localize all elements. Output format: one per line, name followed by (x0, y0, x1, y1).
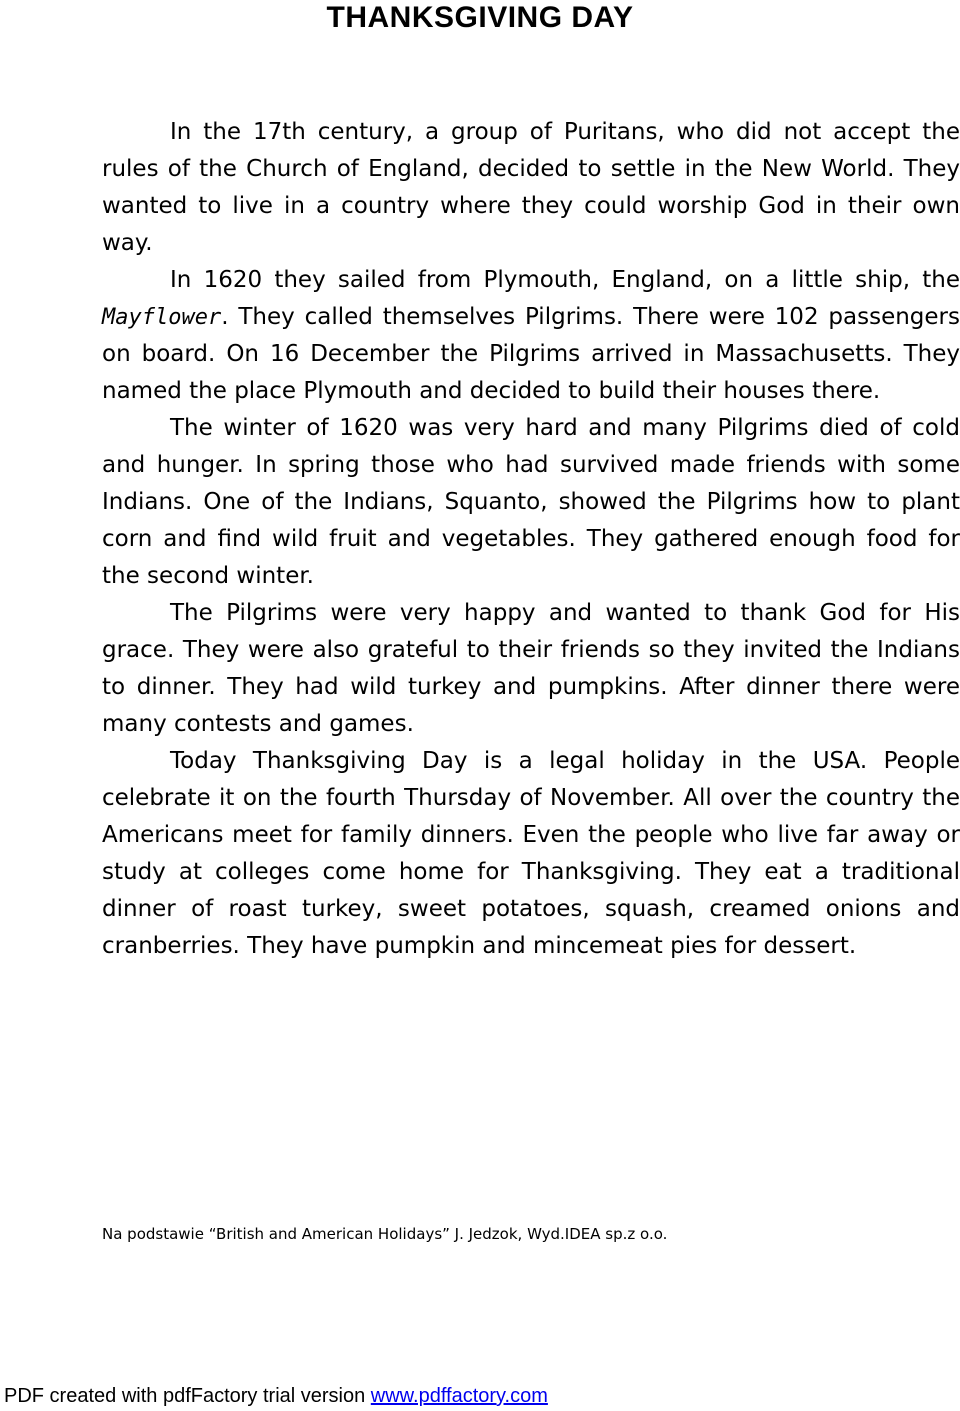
footer-text: PDF created with pdfFactory trial version (4, 1385, 371, 1407)
paragraph-2-start: In 1620 they sailed from Plymouth, England, on a little ship, the (170, 267, 960, 293)
paragraph-5: Today Thanksgiving Day is a legal holiday in the USA. People celebrate it on the fourth Thursday of November. All over the country the Americans meet for family dinners. Even the people who live far away or study at colleges come home for Thanksgiving. They eat a traditional dinner of roast turkey, sweet potatoes, squash, creamed onions and cranberries. They have pumpkin and mincemeat pies for dessert. (102, 748, 960, 959)
ship-name: Mayflower (102, 305, 222, 330)
paragraph-1: In the 17th century, a group of Puritans, who did not accept the rules of the Church of England, decided to settle in the New World. They wanted to live in a country where they could worship God in their own way. (102, 119, 960, 256)
article-body (102, 114, 960, 965)
page-title: THANKSGIVING DAY (326, 1, 634, 34)
paragraph-2-end: . They called themselves Pilgrims. There were 102 passengers on board. On 16 December the Pilgrims arrived in Massachusetts. They named the place Plymouth and decided to build their houses there. (102, 304, 960, 404)
pdffactory-link[interactable]: www.pdffactory.com (370, 1385, 548, 1407)
source-citation: Na podstawie “British and American Holidays” J. Jedzok, Wyd.IDEA sp.z o.o. (102, 1225, 668, 1243)
paragraph-2 (102, 262, 960, 410)
paragraph-4: The Pilgrims were very happy and wanted to thank God for His grace. They were also grateful to their friends so they invited the Indians to dinner. They had wild turkey and pumpkins. After dinner there were many contests and games. (102, 600, 960, 737)
pdf-footer (4, 1384, 548, 1408)
paragraph-3: The winter of 1620 was very hard and many Pilgrims died of cold and hunger. In spring those who had survived made friends with some Indians. One of the Indians, Squanto, showed the Pilgrims how to plant corn and find wild fruit and vegetables. They gathered enough food for the second winter. (102, 415, 960, 589)
